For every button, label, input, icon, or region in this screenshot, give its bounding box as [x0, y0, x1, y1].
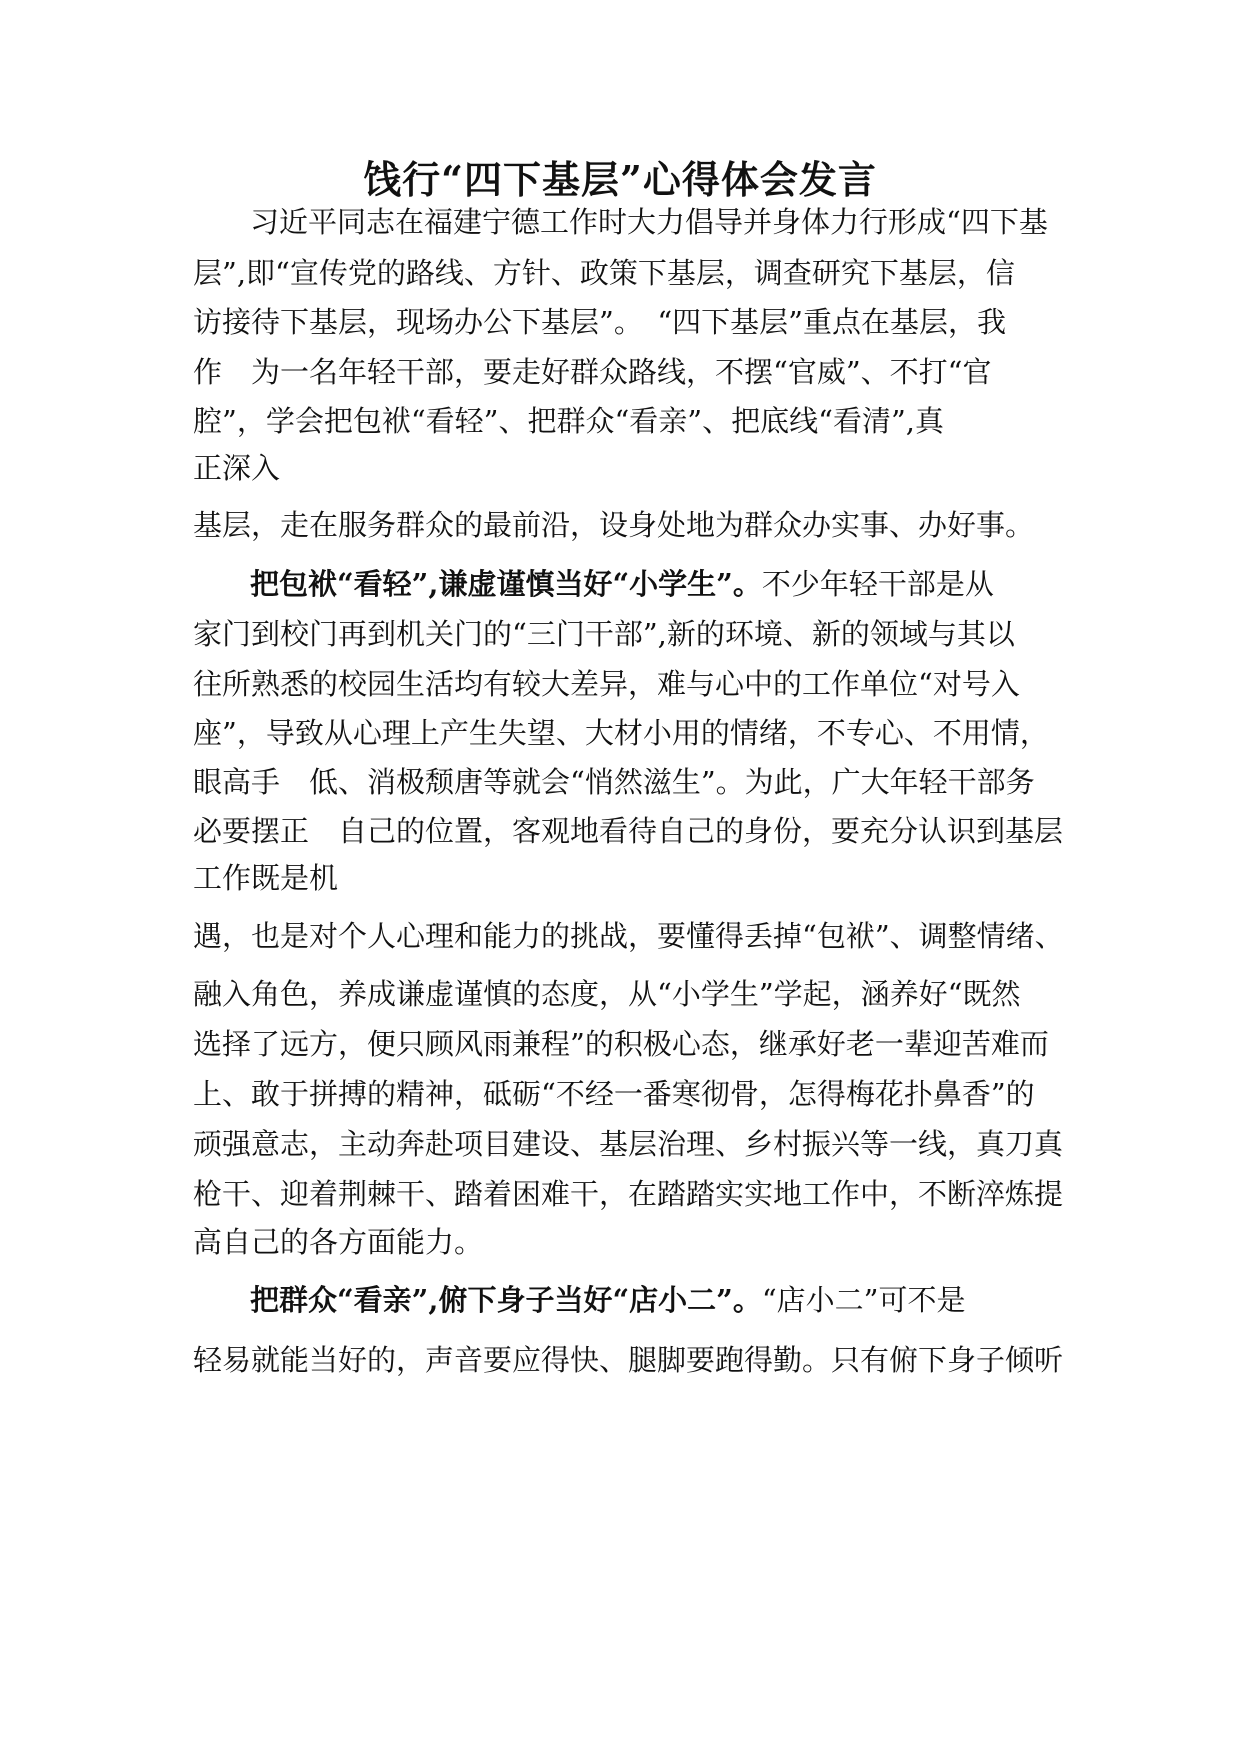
paragraph-line: 层”,即“宣传党的路线、方针、政策下基层，调查研究下基层，信 [193, 256, 1015, 290]
paragraph-line: 融入角色，养成谦虚谨慎的态度，从“小学生”学起，涵养好“既然 [193, 977, 1021, 1011]
paragraph-line: 正深入 [193, 451, 281, 485]
paragraph-line: 选择了远方，便只顾风雨兼程”的积极心态，继承好老一辈迎苦难而 [193, 1027, 1049, 1061]
paragraph-line: 眼高手 低、消极颓唐等就会“悄然滋生”。为此，广大年轻干部务 [193, 765, 1035, 799]
paragraph-line: 工作既是机 [193, 861, 339, 895]
paragraph-line: 访接待下基层，现场办公下基层”。 “四下基层”重点在基层，我 [193, 305, 1006, 339]
paragraph-line: 遇，也是对个人心理和能力的挑战，要懂得丢掉“包袱”、调整情绪、 [193, 919, 1064, 953]
section-1-heading: 把包袱“看轻”,谦虚谨慎当好“小学生”。 [250, 567, 762, 601]
section-2-heading: 把群众“看亲”,俯下身子当好“店小二”。 [250, 1283, 762, 1317]
paragraph-line: “店小二”可不是 [761, 1283, 966, 1317]
paragraph-line: 不少年轻干部是从 [761, 567, 994, 601]
section-1-first-line [250, 562, 1130, 606]
paragraph-line: 基层，走在服务群众的最前沿，设身处地为群众办实事、办好事。 [193, 508, 1035, 542]
paragraph-line: 座”，导致从心理上产生失望、大材小用的情绪，不专心、不用情， [193, 716, 1049, 750]
paragraph-line: 习近平同志在福建宁德工作时大力倡导并身体力行形成“四下基 [250, 205, 1048, 239]
paragraph-line: 往所熟悉的校园生活均有较大差异，难与心中的工作单位“对号入 [193, 667, 1020, 701]
paragraph-line: 高自己的各方面能力。 [193, 1225, 484, 1259]
paragraph-line: 轻易就能当好的，声音要应得快、腿脚要跑得勤。只有俯下身子倾听 [193, 1343, 1064, 1377]
paragraph-line: 作 为一名年轻干部，要走好群众路线，不摆“官威”、不打“官 [193, 355, 992, 389]
paragraph-line: 家门到校门再到机关门的“三门干部”,新的环境、新的领域与其以 [193, 617, 1015, 651]
section-2-first-line [250, 1278, 1130, 1322]
paragraph-line: 必要摆正 自己的位置，客观地看待自己的身份，要充分认识到基层 [193, 814, 1064, 848]
paragraph-line: 腔”，学会把包袱“看轻”、把群众“看亲”、把底线“看清”,真 [193, 404, 944, 438]
paragraph-line: 顽强意志，主动奔赴项目建设、基层治理、乡村振兴等一线，真刀真 [193, 1127, 1064, 1161]
paragraph-line: 枪干、迎着荆棘干、踏着困难干，在踏踏实实地工作中，不断淬炼提 [193, 1177, 1064, 1211]
document-title: 饯行“四下基层”心得体会发言 [363, 157, 877, 202]
paragraph-line: 上、敢于拼搏的精神，砥砺“不经一番寒彻骨，怎得梅花扑鼻香”的 [193, 1077, 1035, 1111]
